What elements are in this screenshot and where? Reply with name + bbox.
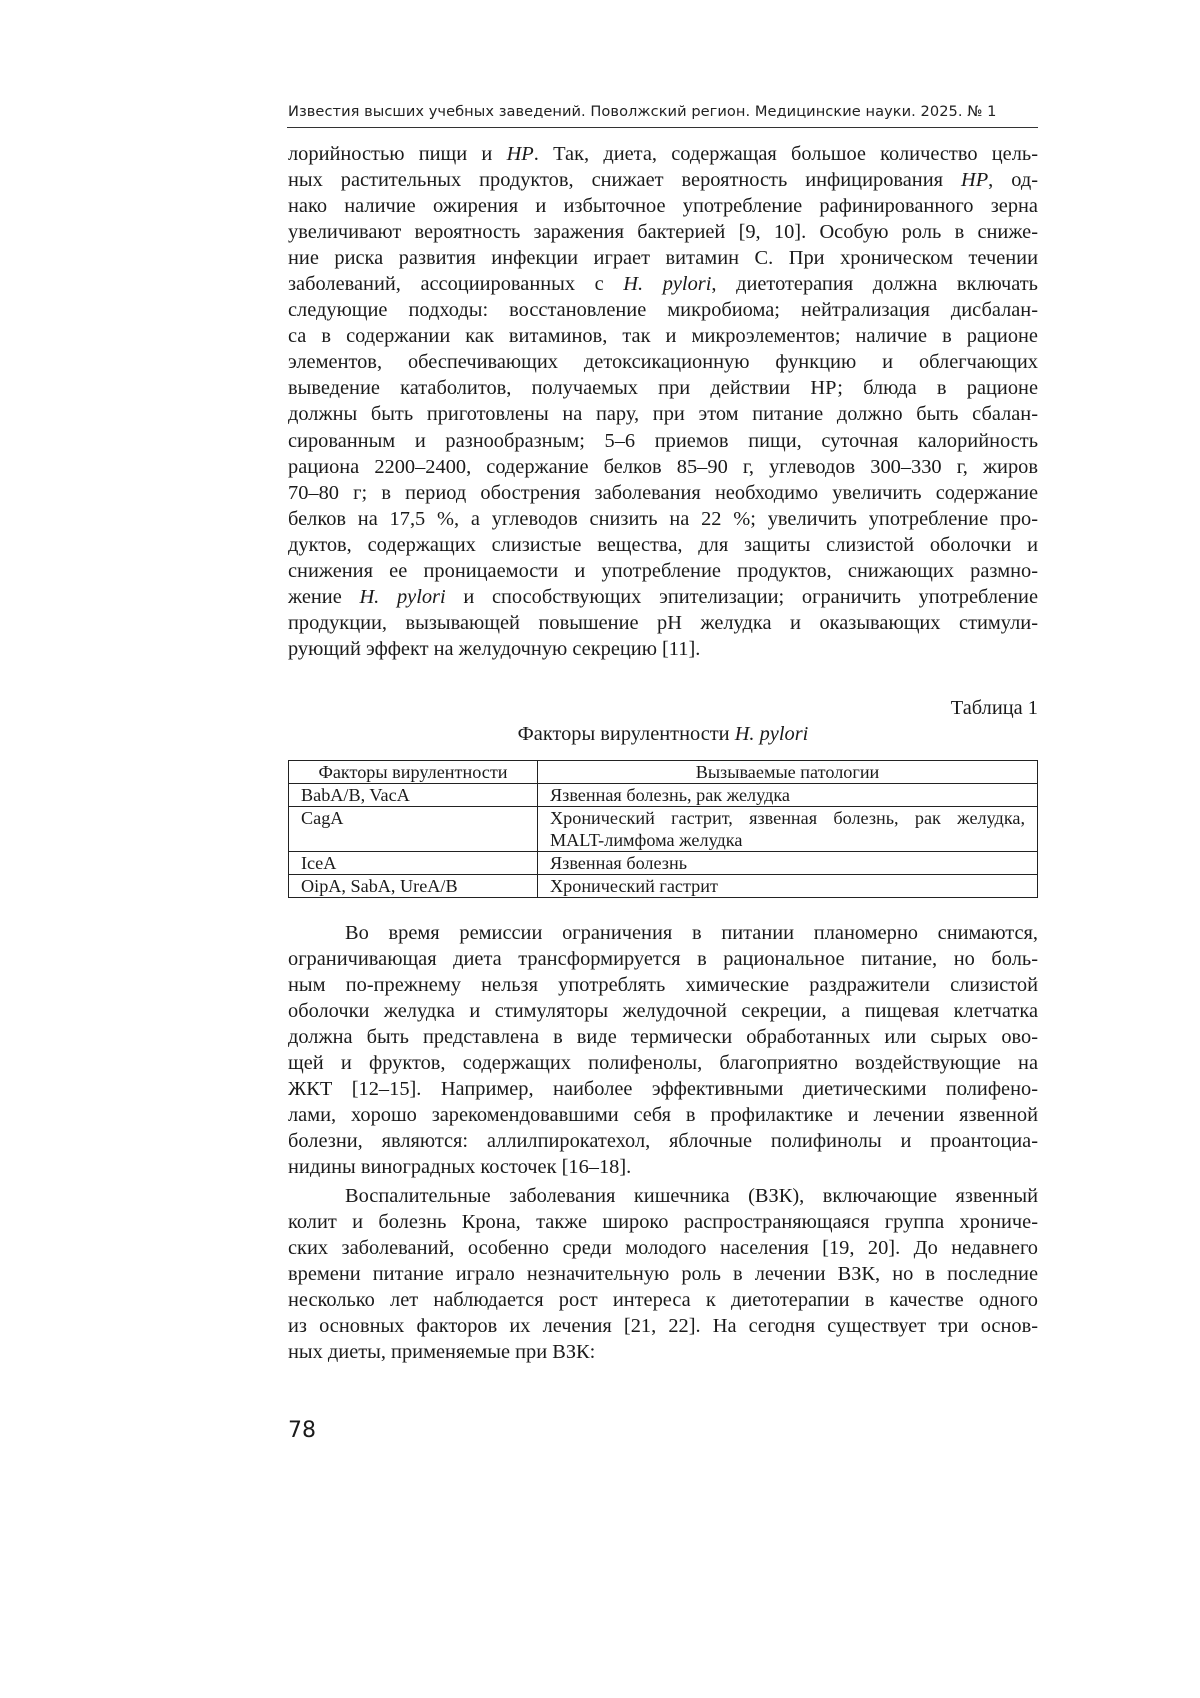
text-line: ных растительных продуктов, снижает вероятность инфицирования HP, од- [288,169,1038,192]
column-header-factors: Факторы вирулентности [289,761,538,784]
table-cell-factor: OipA, SabA, UreA/B [289,875,538,898]
text-line: должна быть представлена в виде термически обработанных или сырых ово- [288,1026,1038,1049]
table-cell-factor: IceA [289,852,538,875]
text-line: выведение катаболитов, получаемых при действии НР; блюда в рационе [288,377,1038,400]
text-line: из основных факторов их лечения [21, 22]. На сегодня существует три основ- [288,1315,1038,1338]
text-line: са в содержании как витаминов, так и микроэлементов; наличие в рационе [288,325,1038,348]
text-line: 70–80 г; в период обострения заболевания необходимо увеличить содержание [288,481,1038,504]
column-header-pathologies: Вызываемые патологии [538,761,1038,784]
text-line: рациона 2200–2400, содержание белков 85–90 г, углеводов 300–330 г, жиров [288,455,1038,478]
text-line: увеличивают вероятность заражения бактерией [9, 10]. Особую роль в сниже- [288,221,1038,244]
table-row [289,852,1038,875]
text-line: рующий эффект на желудочную секрецию [11]. [288,637,701,660]
text-line: следующие подходы: восстановление микробиома; нейтрализация дисбалан- [288,299,1038,322]
text-line: ограничивающая диета трансформируется в рациональное питание, но боль- [288,948,1038,971]
text-line: болезни, являются: аллилпирокатехол, яблочные полифинолы и проантоциа- [288,1130,1038,1153]
paragraph-ibd [288,1183,1038,1365]
table-cell-pathology: Язвенная болезнь, рак желудка [538,784,1038,807]
table-header-row [289,761,1038,784]
text-line: жение H. pylori и способствующих эпителизации; ограничить употребление [288,585,1038,608]
text-line: должны быть приготовлены на пару, при этом питание должно быть сбалан- [288,403,1038,426]
text-line: ние риска развития инфекции играет витамин С. При хроническом течении [288,247,1038,270]
paragraph-diet-therapy [288,141,1038,662]
text-line: сированным и разнообразным; 5–6 приемов пищи, суточная калорийность [288,429,1038,452]
text-line: несколько лет наблюдается рост интереса к диетотерапии в качестве одного [288,1289,1038,1312]
text-line: времени питание играло незначительную роль в лечении ВЗК, но в последние [288,1263,1038,1286]
text-line: белков на 17,5 %, а углеводов снизить на 22 %; увеличить употребление про- [288,507,1038,530]
running-title: Известия высших учебных заведений. Поволжский регион. Медицинские науки. 2025. № 1 [288,103,997,120]
table-cell-factor: CagA [289,807,538,852]
page-number: 78 [288,1418,316,1443]
virulence-factors-table [288,760,1038,898]
table-row [289,875,1038,898]
text-line: продукции, вызывающей повышение рН желудка и оказывающих стимули- [288,611,1038,634]
text-line: ным по-прежнему нельзя употреблять химические раздражители слизистой [288,974,1038,997]
table-title: Факторы вирулентности H. pylori [517,723,809,745]
header-rule [287,127,1038,128]
text-line: нидины виноградных косточек [16–18]. [288,1156,632,1179]
table-cell-pathology: Хронический гастрит, язвенная болезнь, рак желудка, MALT-лимфома желудка [538,807,1038,852]
text-line: щей и фруктов, содержащих полифенолы, благоприятно воздействующие на [288,1052,1038,1075]
text-line: оболочки желудка и стимуляторы желудочной секреции, а пищевая клетчатка [288,1000,1038,1023]
text-line: колит и болезнь Крона, также широко распространяющаяся группа хрониче- [288,1211,1038,1234]
text-line: заболеваний, ассоциированных с H. pylori, диетотерапия должна включать [288,273,1038,296]
text-line: ных диеты, применяемые при ВЗК: [288,1341,596,1364]
text-line: лорийностью пищи и HP. Так, диета, содержащая большое количество цель- [288,143,1038,165]
text-line: снижения ее проницаемости и употребление продуктов, снижающих размно- [288,559,1038,582]
text-line: Воспалительные заболевания кишечника (ВЗК), включающие язвенный [345,1185,1038,1207]
paragraph-remission [288,920,1038,1180]
table-label: Таблица 1 [950,697,1038,719]
text-line: дуктов, содержащих слизистые вещества, для защиты слизистой оболочки и [288,533,1038,556]
table-cell-pathology: Язвенная болезнь [538,852,1038,875]
text-line: ЖКТ [12–15]. Например, наиболее эффективными диетическими полифено- [288,1078,1038,1101]
table-row [289,784,1038,807]
text-line: лами, хорошо зарекомендовавшими себя в профилактике и лечении язвенной [288,1104,1038,1127]
table-cell-pathology: Хронический гастрит [538,875,1038,898]
text-line: ских заболеваний, особенно среди молодого населения [19, 20]. До недавнего [288,1237,1038,1260]
table-cell-factor: BabA/B, VacA [289,784,538,807]
text-line: нако наличие ожирения и избыточное употребление рафинированного зерна [288,195,1038,218]
table-row [289,807,1038,852]
text-line: элементов, обеспечивающих детоксикационную функцию и облегчающих [288,351,1038,374]
text-line: Во время ремиссии ограничения в питании планомерно снимаются, [345,922,1038,944]
